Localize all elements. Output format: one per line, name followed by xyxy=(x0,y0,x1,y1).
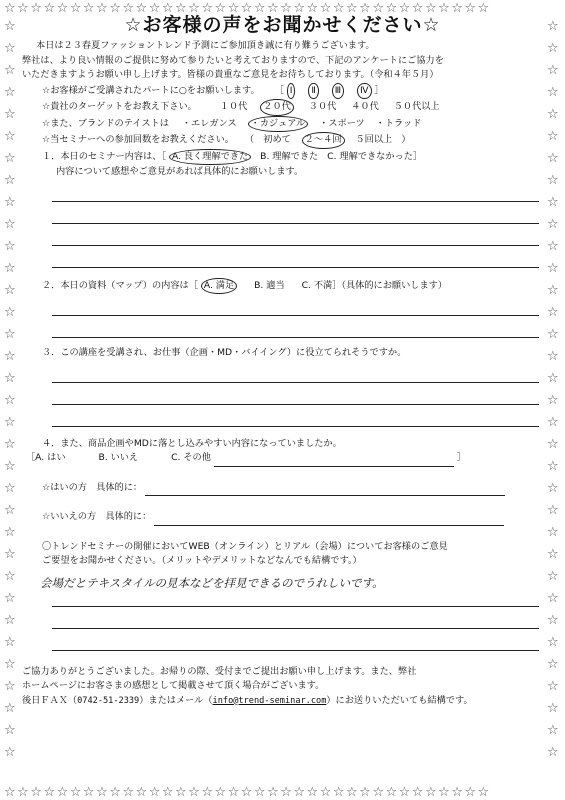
part-option[interactable]: Ⅰ xyxy=(287,83,296,100)
question-part-label: ☆お客様がご受講されたパートに○をお願いします。 xyxy=(42,84,260,96)
q2-option-b[interactable]: B. 適当 xyxy=(254,279,285,291)
target-option-selected[interactable]: ２０代 xyxy=(260,99,294,116)
q2-answer-line[interactable] xyxy=(52,316,539,338)
q4-option-c[interactable]: C. その他 xyxy=(171,452,211,463)
footer-suffix: ）にお送りいただいても結構です。 xyxy=(326,694,473,706)
q2-answer-line[interactable] xyxy=(52,294,539,316)
footer-text xyxy=(22,665,543,709)
q2-option-c[interactable]: C. 不満］（具体的にお願いします） xyxy=(301,279,448,291)
target-option[interactable]: ５０代以上 xyxy=(393,101,440,112)
q1-subtext: 内容について感想やご意見があれば具体的にお願いします。 xyxy=(56,166,304,177)
count-option[interactable]: ５回以上 ） xyxy=(355,134,411,145)
email-link[interactable]: info@trend-seminar.com xyxy=(212,695,327,706)
question-target xyxy=(22,99,543,116)
q4-option-b[interactable]: B. いいえ xyxy=(98,452,139,463)
count-option[interactable]: （ 初めて xyxy=(244,134,291,145)
online-answer-line[interactable] xyxy=(52,607,539,629)
question-part: ☆お客様がご受講されたパートに○をお願いします。 ［ Ⅰ Ⅱ Ⅲ Ⅳ ］ xyxy=(22,83,543,100)
no-detail xyxy=(22,510,543,526)
intro-text xyxy=(22,39,543,83)
q1-answer-line[interactable] xyxy=(52,246,539,268)
question-2 xyxy=(22,278,543,295)
survey-title: ☆お客様の声をお聞かせください☆ xyxy=(124,14,441,36)
question-1 xyxy=(22,149,543,166)
taste-option[interactable]: ・エレガンス xyxy=(181,117,237,129)
star-border-right: ☆ ☆ ☆ ☆ ☆ ☆ ☆ ☆ ☆ ☆ ☆ ☆ ☆ ☆ ☆ ☆ ☆ ☆ ☆ ☆ ☆ ☆ ☆ ☆ ☆ ☆ ☆ ☆ ☆ ☆ ☆ ☆ ☆ ☆ xyxy=(547,19,559,760)
taste-option[interactable]: ・トラッド xyxy=(375,117,422,129)
intro-line: 本日は２３春夏ファッショントレンド予測にご参加頂き誠に有り難うございます。 xyxy=(36,40,375,51)
q1-answer-line[interactable] xyxy=(52,224,539,246)
question-online: 〇トレンドセミナーの開催においてWEB（オンライン）とリアル（会場）についてお客様のご意見 xyxy=(42,540,448,552)
question-target-label: ☆貴社のターゲットをお教え下さい。 xyxy=(42,101,197,112)
part-option[interactable]: Ⅳ xyxy=(357,83,371,100)
star-border-top: ☆☆☆☆☆☆☆☆☆☆☆☆☆☆☆☆☆☆☆☆☆☆☆☆☆☆☆☆☆☆☆☆☆☆☆☆☆ xyxy=(4,2,491,15)
count-option-selected[interactable]: ２～４回 xyxy=(302,132,345,149)
q1-answer-line[interactable] xyxy=(52,202,539,224)
q3-answer-line[interactable] xyxy=(52,361,539,383)
footer-contact xyxy=(22,694,543,709)
q1-option-a[interactable]: A. 良く理解できた xyxy=(169,149,251,166)
intro-line: いただきますようお願い申し上げます。皆様の貴重なご意見をお待ちしております。（令和４年５月） xyxy=(22,69,439,80)
taste-option[interactable]: ・スポーツ xyxy=(319,117,365,129)
footer-mid: ）またはメール（ xyxy=(139,694,213,706)
q1-option-b[interactable]: B. 理解できた xyxy=(260,150,319,162)
target-option[interactable]: ３０代 xyxy=(308,101,337,112)
online-answer-line[interactable] xyxy=(52,629,539,651)
q3-answer-line[interactable] xyxy=(52,405,539,427)
question-count xyxy=(22,132,543,149)
question-3: ３．この講座を受講され、お仕事（企画・MD・バイイング）に役立てられそうですか。 xyxy=(42,347,407,358)
q4-bracket-close: ］ xyxy=(456,452,466,463)
question-online-line2: ご要望をお聞かせください。（メリットやデメリットなどなんでも結構です。） xyxy=(42,555,362,566)
taste-option-selected[interactable]: ・カジュアル xyxy=(248,116,309,133)
footer-fax-prefix: 後日ＦＡＸ（ xyxy=(22,694,78,706)
q4-options xyxy=(22,451,543,467)
fax-number: 0742-51-2339 xyxy=(77,695,140,706)
q1-option-c[interactable]: C. 理解できなかった］ xyxy=(327,150,423,162)
question-4: ４．また、商品企画やMDに落とし込みやすい内容になっていましたか。 xyxy=(42,437,342,449)
q2-option-a[interactable]: A. 満足 xyxy=(201,278,237,295)
target-option[interactable]: １０代 xyxy=(219,101,248,112)
no-detail-field[interactable] xyxy=(154,510,504,526)
footer-line: ご協力ありがとうございました。お帰りの際、受付までご提出お願い申し上げます。また、弊社 xyxy=(22,665,417,677)
question-count-label: ☆当セミナーへの参加回数をお教えください。 xyxy=(42,134,234,145)
star-border-left: ☆ ☆ ☆ ☆ ☆ ☆ ☆ ☆ ☆ ☆ ☆ ☆ ☆ ☆ ☆ ☆ ☆ ☆ ☆ ☆ ☆ ☆ ☆ ☆ ☆ ☆ ☆ ☆ ☆ ☆ ☆ ☆ ☆ ☆ xyxy=(4,19,16,760)
question-taste-label: ☆また、ブランドのテイストは xyxy=(42,117,169,129)
q1-label: １．本日のセミナー内容は、［ xyxy=(42,150,167,162)
handwritten-answer: 会場だとテキスタイルの見本などを拝見できるのでうれしいです。 xyxy=(40,575,384,590)
q4-option-a[interactable]: ［A. はい xyxy=(26,452,66,463)
no-detail-label: ☆いいえの方 具体的に： xyxy=(42,511,152,522)
yes-detail xyxy=(22,481,543,497)
q1-answer-line[interactable] xyxy=(52,180,539,202)
target-option[interactable]: ４０代 xyxy=(351,101,379,112)
intro-line: 弊社は、より良い情報のご提供に努めて参りたいと考えておりますので、下記のアンケートにご協力を xyxy=(22,54,444,66)
survey-sheet xyxy=(22,8,543,708)
star-border-bottom: ☆☆☆☆☆☆☆☆☆☆☆☆☆☆☆☆☆☆☆☆☆☆☆☆☆☆☆☆☆☆☆☆☆☆☆☆☆ xyxy=(4,786,491,799)
q4-other-field[interactable] xyxy=(214,451,454,467)
yes-detail-label: ☆はいの方 具体的に： xyxy=(42,481,143,493)
question-taste xyxy=(22,116,543,133)
q3-answer-line[interactable] xyxy=(52,383,539,405)
part-option[interactable]: Ⅱ xyxy=(308,83,319,100)
yes-detail-field[interactable] xyxy=(145,481,505,497)
part-option[interactable]: Ⅲ xyxy=(332,83,344,100)
q2-label: ２．本日の資料（マップ）の内容は［ xyxy=(42,279,198,291)
footer-line: ホームページにお客さまの感想として掲載させて頂く場合がございます。 xyxy=(22,680,325,691)
